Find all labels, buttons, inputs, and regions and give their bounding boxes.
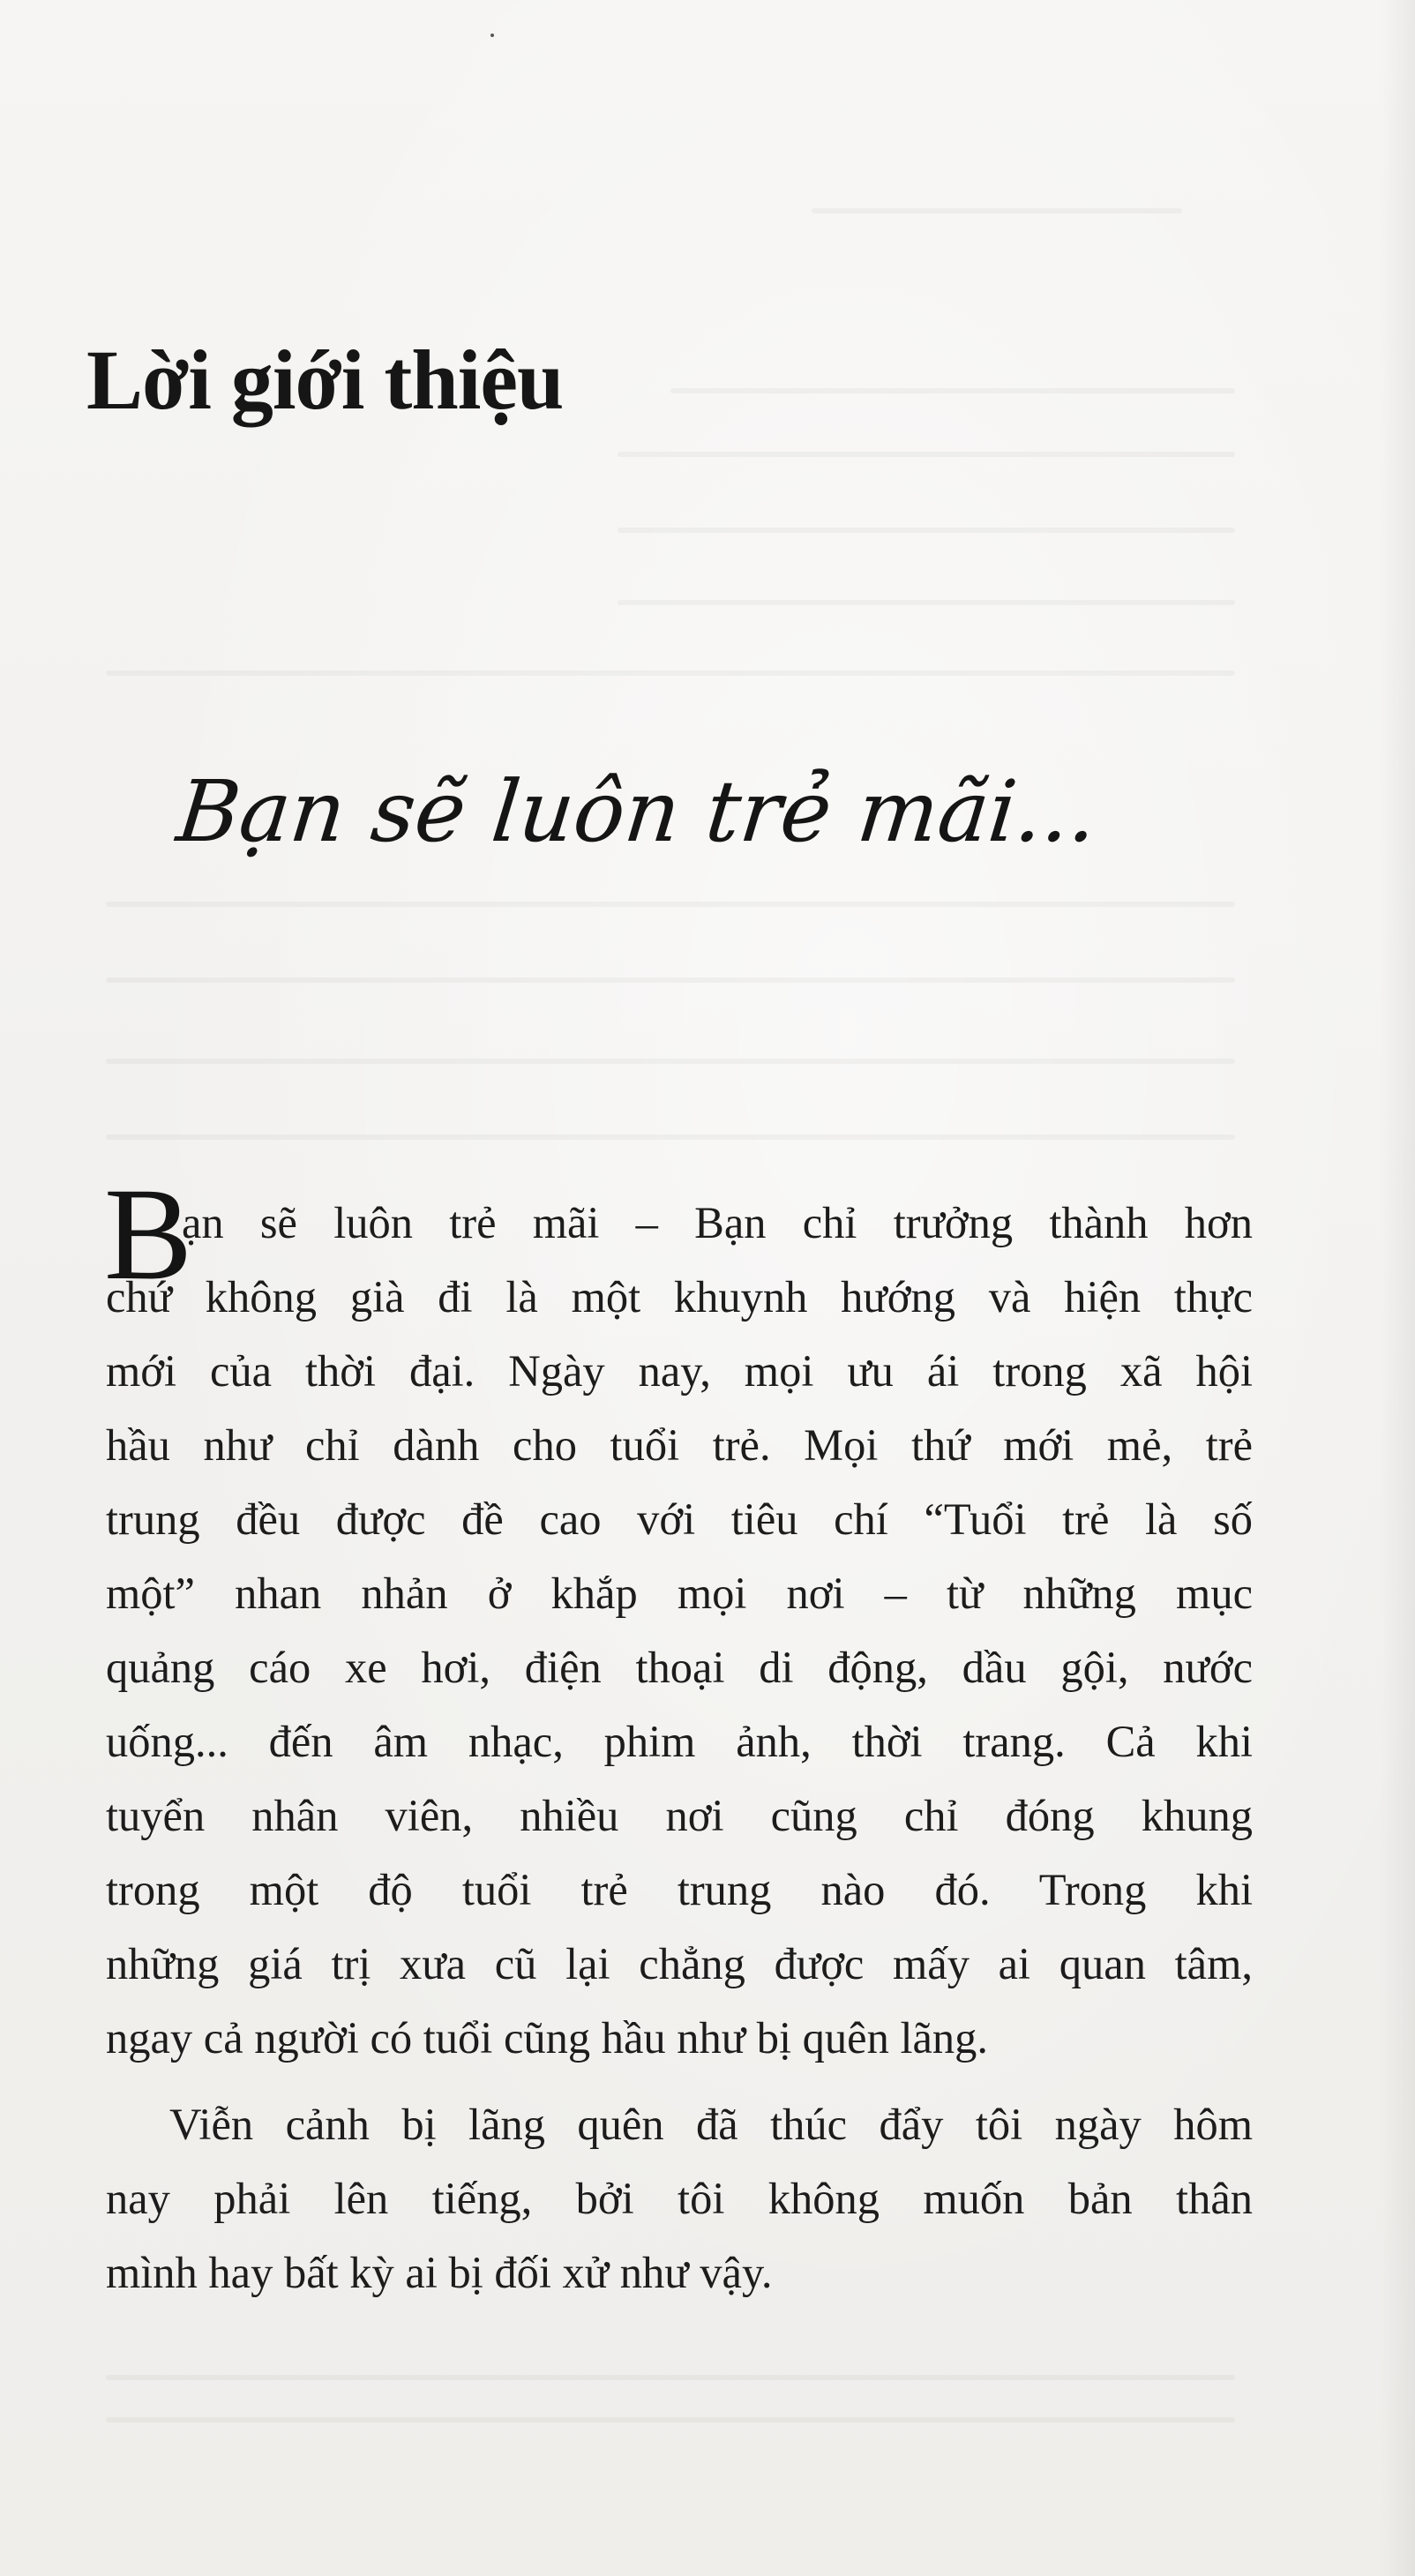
chapter-title: Lời giới thiệu [86,333,564,427]
text-line: trung đều được đề cao với tiêu chí “Tuổi trẻ là số [106,1494,1253,1544]
show-through-line [106,670,1235,676]
show-through-line [106,977,1235,983]
text-line: ạn sẽ luôn trẻ mãi – Bạn chỉ trưởng thành hơn [182,1198,1253,1247]
show-through-line [618,600,1235,605]
text-line: nay phải lên tiếng, bởi tôi không muốn bản thân [106,2174,1253,2223]
page-edge-shadow [1380,0,1415,2576]
chapter-subtitle: Bạn sẽ luôn trẻ mãi... [172,762,1103,861]
show-through-line [106,1059,1235,1064]
text-line: tuyển nhân viên, nhiều nơi cũng chỉ đóng khung [106,1791,1253,1840]
show-through-line [106,1134,1235,1140]
text-line: hầu như chỉ dành cho tuổi trẻ. Mọi thứ mới mẻ, trẻ [106,1420,1253,1470]
show-through-line [618,528,1235,533]
text-line: một” nhan nhản ở khắp mọi nơi – từ những mục [106,1569,1253,1618]
print-speck [490,34,494,37]
body-text [104,1161,1253,2310]
show-through-line [106,2417,1235,2422]
show-through-line [618,452,1235,457]
text-line: Viễn cảnh bị lãng quên đã thúc đẩy tôi ngày hôm [169,2100,1253,2149]
paragraph-2 [106,2087,1253,2310]
text-line: chứ không già đi là một khuynh hướng và hiện thực [106,1272,1253,1322]
text-line: ngay cả người có tuổi cũng hầu như bị quên lãng. [106,2013,989,2063]
show-through-line [812,208,1182,213]
show-through-line [670,388,1235,393]
drop-cap: B [104,1161,193,1307]
text-line: trong một độ tuổi trẻ trung nào đó. Trong khi [106,1865,1253,1914]
text-line: những giá trị xưa cũ lại chẳng được mấy ai quan tâm, [106,1939,1253,1988]
show-through-line [106,2375,1235,2380]
text-line: mình hay bất kỳ ai bị đối xử như vậy. [106,2248,773,2297]
text-line: quảng cáo xe hơi, điện thoại di động, dầu gội, nước [106,1643,1253,1692]
paragraph-1 [104,1161,1253,2075]
text-line: mới của thời đại. Ngày nay, mọi ưu ái trong xã hội [106,1346,1253,1396]
text-line: uống... đến âm nhạc, phim ảnh, thời trang. Cả khi [106,1717,1253,1766]
show-through-line [106,902,1235,907]
